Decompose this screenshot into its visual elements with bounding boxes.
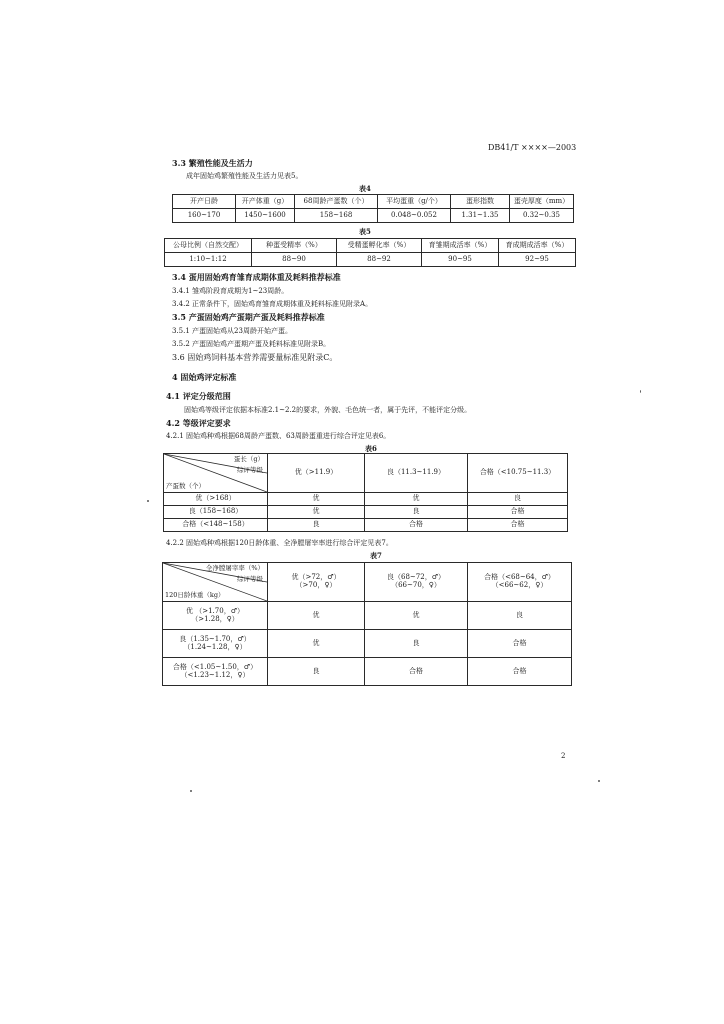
table7-row-label bbox=[163, 602, 268, 630]
table6-cell: 优 bbox=[365, 493, 468, 506]
section-3-4-heading: 3.4 蛋用固始鸡育雏育成期体重及耗料推荐标准 bbox=[172, 272, 341, 282]
table6-corner-middle: 综评等级 bbox=[237, 466, 263, 474]
table5-header-cell: 育雏期成活率（%） bbox=[422, 239, 499, 253]
section-3-4-2: 3.4.2 正常条件下，固始鸡育雏育成期体重及耗料标准见附录A。 bbox=[172, 300, 373, 308]
table7-col-header bbox=[268, 563, 365, 602]
table6-cell: 合格 bbox=[468, 506, 568, 519]
table6-col-header: 良（11.3~11.9） bbox=[365, 454, 468, 493]
table4-cell: 1.31~1.35 bbox=[451, 209, 510, 223]
section-3-3-heading: 3.3 繁殖性能及生活力 bbox=[172, 158, 253, 168]
table5-cell: 1:10~1:12 bbox=[165, 253, 252, 267]
table5-header-row bbox=[165, 239, 576, 253]
table-row bbox=[164, 506, 568, 519]
table-row bbox=[163, 630, 572, 658]
table4-header-cell: 开产体重（g） bbox=[236, 195, 295, 209]
table5-caption: 表5 bbox=[359, 227, 371, 236]
table7-corner-bottom: 120日龄体重（kg） bbox=[165, 590, 225, 599]
table6-cell: 合格 bbox=[468, 519, 568, 532]
table7-row-label-line2: （<1.23~1.12，♀） bbox=[180, 670, 250, 679]
table6-corner-bottom: 产蛋数（个） bbox=[166, 481, 205, 490]
table-row bbox=[164, 493, 568, 506]
table7-cell: 优 bbox=[268, 602, 365, 630]
table-row bbox=[163, 658, 572, 686]
section-4-2-1: 4.2.1 固始鸡种鸡根据68周龄产蛋数、63周龄蛋重进行综合评定见表6。 bbox=[166, 432, 391, 440]
table7-row-label-line2: （1.24~1.28，♀） bbox=[183, 642, 247, 651]
table7-cell: 合格 bbox=[468, 658, 572, 686]
scan-speck bbox=[190, 790, 192, 792]
table7-col-header-line2: （<66~62，♀） bbox=[491, 581, 548, 589]
table7-header-row bbox=[163, 563, 572, 602]
section-4-heading: 4 固始鸡评定标准 bbox=[172, 372, 237, 382]
table7-row-label bbox=[163, 630, 268, 658]
table5-header-cell: 受精蛋孵化率（%） bbox=[337, 239, 422, 253]
table4-cell: 158~168 bbox=[295, 209, 378, 223]
table7-cell: 优 bbox=[268, 630, 365, 658]
table6-cell: 优 bbox=[268, 493, 365, 506]
section-3-5-heading: 3.5 产蛋固始鸡产蛋期产蛋及耗料推荐标准 bbox=[172, 312, 325, 322]
table-row bbox=[165, 253, 576, 267]
doc-code: DB41/T ××××—2003 bbox=[488, 143, 577, 152]
table7-cell: 合格 bbox=[365, 658, 468, 686]
table5-header-cell: 公母比例（自然交配） bbox=[165, 239, 252, 253]
table7-row-label-line1: 良（1.35~1.70，♂） bbox=[179, 634, 251, 643]
table4-header-cell: 蛋壳厚度（mm） bbox=[510, 195, 574, 209]
scan-speck bbox=[640, 390, 641, 393]
table4-header-cell: 68周龄产蛋数（个） bbox=[295, 195, 378, 209]
table6-caption: 表6 bbox=[365, 444, 377, 453]
table7-col-header-line1: 优（>72，♂） bbox=[291, 573, 341, 582]
table7-caption: 表7 bbox=[370, 551, 382, 560]
table5-cell: 88~90 bbox=[252, 253, 337, 267]
table6-corner-cell bbox=[164, 454, 268, 493]
table7-corner-top: 全净膛屠宰率（%） bbox=[205, 564, 264, 572]
table5-cell: 88~92 bbox=[337, 253, 422, 267]
table4-cell: 0.32~0.35 bbox=[510, 209, 574, 223]
section-3-5-1: 3.5.1 产蛋固始鸡从23周龄开始产蛋。 bbox=[172, 327, 292, 335]
table7-col-header-line1: 良（68~72，♂） bbox=[387, 573, 445, 582]
table6-row-label: 优（>168） bbox=[164, 493, 268, 506]
table6-col-header: 合格（<10.75~11.3） bbox=[468, 454, 568, 493]
table5-cell: 90~95 bbox=[422, 253, 499, 267]
table6-cell: 良 bbox=[268, 519, 365, 532]
table4-header-cell: 平均蛋重（g/个） bbox=[378, 195, 451, 209]
table4-cell: 160~170 bbox=[173, 209, 236, 223]
section-4-1-heading: 4.1 评定分级范围 bbox=[166, 391, 231, 401]
table7-cell: 合格 bbox=[468, 630, 572, 658]
table4-cell: 0.048~0.052 bbox=[378, 209, 451, 223]
table4-caption: 表4 bbox=[359, 184, 371, 193]
table5-cell: 92~95 bbox=[499, 253, 576, 267]
table7-col-header-line2: （66~70，♀） bbox=[391, 581, 441, 589]
table6-cell: 良 bbox=[468, 493, 568, 506]
table7-col-header-line1: 合格（<68~64，♂） bbox=[484, 573, 555, 582]
table7-corner-middle: 综评等级 bbox=[237, 575, 263, 583]
table7-row-label-line1: 合格（<1.05~1.50，♂） bbox=[172, 662, 258, 671]
table-row bbox=[173, 209, 574, 223]
table4-header-row bbox=[173, 195, 574, 209]
section-3-3-text: 成年固始鸡繁殖性能及生活力见表5。 bbox=[186, 172, 303, 180]
table7-row-label-line1: 优 （>1.70，♂） bbox=[186, 606, 244, 615]
table6-header-row bbox=[164, 454, 568, 493]
table4-header-cell: 蛋形指数 bbox=[451, 195, 510, 209]
table7-cell: 优 bbox=[365, 602, 468, 630]
table5-header-cell: 种蛋受精率（%） bbox=[252, 239, 337, 253]
table7-cell: 良 bbox=[365, 630, 468, 658]
table-row bbox=[164, 519, 568, 532]
section-3-6: 3.6 固始鸡饲料基本营养需要量标准见附录C。 bbox=[172, 353, 338, 362]
scan-speck bbox=[147, 500, 149, 502]
table5-header-cell: 育成期成活率（%） bbox=[499, 239, 576, 253]
table7-corner-cell bbox=[163, 563, 268, 602]
table6-col-header: 优（>11.9） bbox=[268, 454, 365, 493]
table6 bbox=[163, 453, 568, 532]
table6-cell: 良 bbox=[365, 506, 468, 519]
table6-corner-top: 蛋长（g） bbox=[233, 455, 264, 463]
table6-cell: 优 bbox=[268, 506, 365, 519]
section-4-2-2: 4.2.2 固始鸡种鸡根据120日龄体重、全净膛屠宰率进行综合评定见表7。 bbox=[166, 539, 393, 547]
section-3-5-2: 3.5.2 产蛋固始鸡产蛋期产蛋及耗料标准见附录B。 bbox=[172, 340, 331, 348]
table7-col-header bbox=[468, 563, 572, 602]
section-4-1-text: 固始鸡等级评定依据本标准2.1~2.2的要求，外貌、毛色统一者，属于先评，不能评定分级。 bbox=[184, 406, 472, 414]
page-number: 2 bbox=[561, 752, 566, 760]
section-4-2-heading: 4.2 等级评定要求 bbox=[166, 418, 231, 428]
table5 bbox=[164, 238, 576, 267]
scan-speck bbox=[598, 780, 600, 782]
table7 bbox=[162, 562, 572, 686]
table-row bbox=[163, 602, 572, 630]
section-3-4-1: 3.4.1 雏鸡阶段育成期为1~23周龄。 bbox=[172, 287, 289, 295]
table7-cell: 良 bbox=[268, 658, 365, 686]
table7-row-label-line2: （>1.28，♀） bbox=[191, 614, 239, 623]
table6-cell: 合格 bbox=[365, 519, 468, 532]
table7-cell: 良 bbox=[468, 602, 572, 630]
table6-row-label: 良（158~168） bbox=[164, 506, 268, 519]
table7-row-label bbox=[163, 658, 268, 686]
table7-col-header bbox=[365, 563, 468, 602]
table4-header-cell: 开产日龄 bbox=[173, 195, 236, 209]
table4 bbox=[172, 194, 574, 223]
table7-col-header-line2: （>70，♀） bbox=[295, 581, 337, 589]
table4-cell: 1450~1600 bbox=[236, 209, 295, 223]
table6-row-label: 合格（<148~158） bbox=[164, 519, 268, 532]
